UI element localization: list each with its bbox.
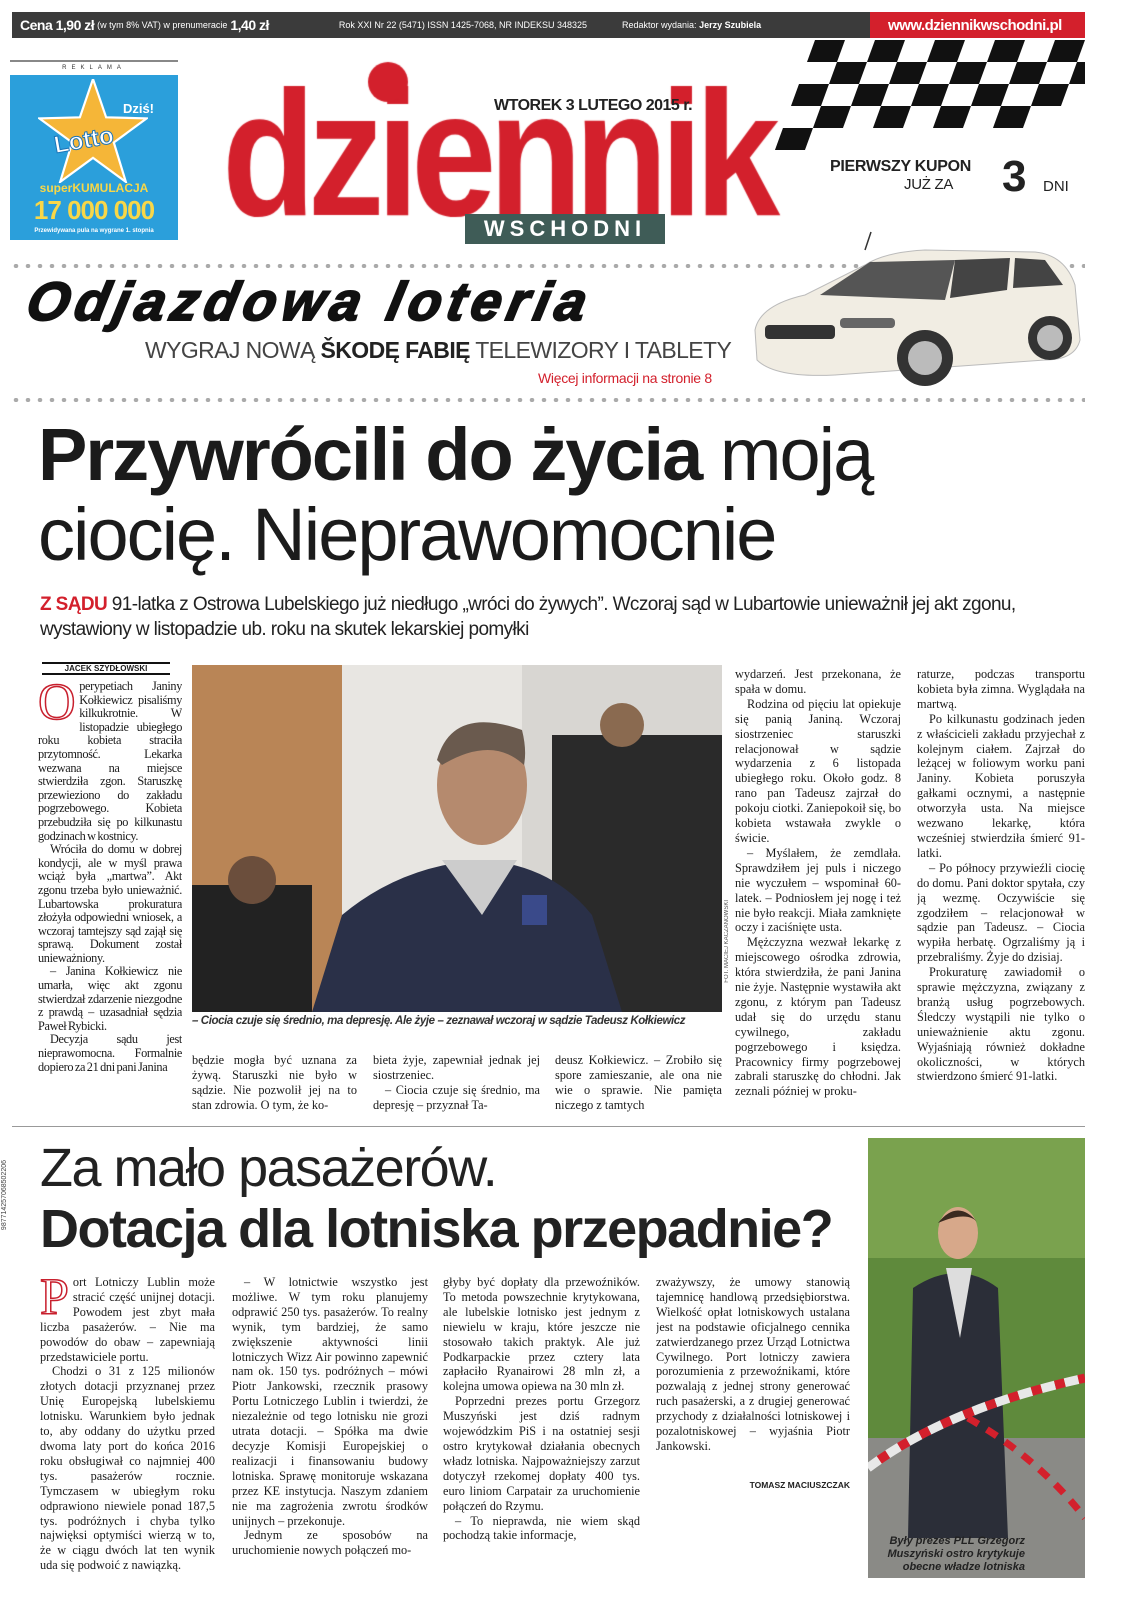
paragraph: ort Lotniczy Lublin może stracić część unijnej dotacji. Powodem jest zbyt mała liczba pasażerów. – Nie ma powodów do obaw – zapewniają przedstawiciele portu. <box>40 1275 215 1364</box>
editor-label: Redaktor wydania: <box>622 20 697 30</box>
article2-headline-line2: Dotacja dla lotniska przepadnie? <box>40 1199 833 1259</box>
paragraph: Po kilkunastu godzinach jeden z właścicieli zakładu przyjechał z kolejnym ciałem. Zajrzał do leżącej w foliowym worku pani Janiny. Kobieta poruszyła gałkami ocznymi, a następnie otworzyła usta. Na miejsce wezwano lekarkę, która wcześniej stwierdziła śmierć 91-latki. <box>917 711 1085 860</box>
article2-column-3 <box>443 1275 640 1622</box>
paragraph: – Po północy przywieźli ciocię do domu. Pani doktor spytała, czy ją wezmę. Oczywiście się zgodziłem – relacjonował w sądzie pan Tadeusz. – Ciocia wypiła herbatę. Ogrzaliśmy ją i przebraliśmy. Żyje do dzisiaj. <box>917 860 1085 965</box>
article1-column-1 <box>38 680 182 1123</box>
lotto-today: Dziś! <box>122 101 154 116</box>
more-info-link[interactable]: Więcej informacji na stronie 8 <box>538 370 712 386</box>
checkered-flag-icon <box>775 40 1085 152</box>
lotto-ad[interactable] <box>10 60 178 245</box>
lotto-logo: Lotto <box>52 122 116 160</box>
paragraph: Poprzedni prezes portu Grzegorz Muszyński jest dziś radnym wojewódzkim PiS i na ostatniej sesji ostro krytykował działania obecnych władz lotniska. Najpoważniejszy zarzut dotyczył rzekomej dopłaty 400 tys. euro liniom Carpatair za uruchomienie połączeń do Rzymu. <box>443 1394 640 1513</box>
vat-note: (w tym 8% VAT) w prenumeracie <box>97 20 228 30</box>
paragraph: bieta żyje, zapewniał jednak jej siostrzeniec. <box>373 1053 540 1082</box>
paragraph: będzie mogła być uznana za żywą. Staruszki nie było w sądzie. Nie pozwolił jej na to stan zdrowia. O tym, że ko- <box>192 1053 357 1112</box>
side-barcode-number: 987714257068502206 <box>1 1160 8 1231</box>
ad-label: REKLAMA <box>10 60 178 72</box>
photo-caption: Były prezes PLL Grzegorz Muszyński ostro krytykuje obecne władze lotniska <box>887 1535 1025 1573</box>
paragraph: – Ciocia czuje się średnio, ma depresję – przyznał Ta- <box>373 1082 540 1112</box>
masthead-logo <box>222 40 802 220</box>
coupon-line1: PIERWSZY KUPON <box>830 158 972 175</box>
paragraph: Prokuraturę zawiadomił o sprawie mężczyzna, związany z branżą usług pogrzebowych. Śledczy wystąpili nie tylko o unieważnienie aktu zgonu. Wyjaśniają również dokładne okoliczności, w których stwierdzono śmierć 91-latki. <box>917 965 1085 1084</box>
paragraph: Wróciła do domu w dobrej kondycji, ale w myśl prawa wciąż była „martwa”. Akt zgonu trzeba było unieważnić. Lubartowska prokuratura złożyła odpowiedni wniosek, a wczoraj tamtejszy sąd zajął się sprawą. Dokument został unieważniony. <box>38 842 182 965</box>
paragraph: Decyzja sądu jest nieprawomocna. Formalnie dopiero za 21 dni pani Janina <box>38 1032 182 1074</box>
paragraph: – Janina Kołkiewicz nie umarła, więc akt zgonu stwierdzał zdarzenie niezgodne z prawdą – uzasadniał sędzia Paweł Rybicki. <box>38 964 182 1033</box>
drop-cap: O <box>38 680 76 731</box>
drop-cap: P <box>40 1275 69 1326</box>
paragraph: Rodzina od pięciu lat opiekuje się panią Janiną. Wczoraj siostrzeniec staruszki relacjonował w sądzie wydarzenia z 6 listopada ubiegłego roku. Około godz. 8 rano pan Tadeusz zajrzał do pokoju ciotki. Zaniepokoił się, bo kobieta wstawała zwykle o świcie. <box>735 696 901 845</box>
issue-info: Rok XXI Nr 22 (5471) ISSN 1425-7068, NR INDEKSU 348325 <box>338 20 588 30</box>
article1-column-4 <box>555 1053 722 1117</box>
coupon-countdown <box>830 152 1069 201</box>
headline-line2: ciocię. Nieprawomocnie <box>38 493 776 576</box>
lotto-super: superKUMULACJA <box>39 181 149 195</box>
article1-column-5 <box>735 667 901 1117</box>
lead-text: 91-latka z Ostrowa Lubelskiego już niedługo „wróci do żywych”. Wczoraj sąd w Lubartowie unieważnił jej akt zgonu, wystawiony w listopadzie ub. roku na skutek lekarskiej pomyłki <box>40 594 1016 640</box>
paragraph: Mężczyzna wezwał lekarkę z miejscowego ośrodka zdrowia, która stwierdziła, że pani Janina nie żyje. Następnie wystawiła akt zgonu, z którym pan Tadeusz udał się do urzędu stanu cywilnego, zakładu pogrzebowego i księdza. Pracownicy firmy pogrzebowej zabrali staruszkę do chłodni. Jak zeznali później w proku- <box>735 935 901 1099</box>
author-byline: JACEK SZYDŁOWSKI <box>42 662 170 675</box>
car-image <box>745 210 1085 400</box>
airport-official-photo <box>868 1138 1085 1578</box>
prize-prefix: WYGRAJ NOWĄ <box>145 337 315 363</box>
coupon-line2: JUŻ ZA <box>904 176 954 193</box>
article-lead <box>40 592 1085 642</box>
article2-headline-line1: Za mało pasażerów. <box>40 1138 497 1198</box>
headline-bold: Przywrócili do życia <box>38 413 702 496</box>
court-photo <box>192 665 722 1012</box>
paragraph: Jednym ze sposobów na uruchomienie nowych połączeń mo- <box>232 1528 428 1558</box>
paragraph: zważywszy, że umowy stanowią tajemnicę handlową przedsiębiorstwa. Wielkość opłat lotniskowych ustalana jest na podstawie oficjalnego cennika zatwierdzanego przez Urząd Lotnictwa Cywilnego. Port lotniczy zawiera porozumienia z przewoźnikami, które pozwalają z jednej strony generować ruch pasażerski, a z drugiej generować przychody z działalności lotniskowej i pozalotniskowej – wyjaśnia Piotr Jankowski. <box>656 1275 850 1453</box>
article1-column-6 <box>917 667 1085 1117</box>
section-tag: Z SĄDU <box>40 594 108 615</box>
lotto-amount: 17 000 000 <box>33 195 155 225</box>
photo-credit: FOT. MACIEJ KACZANOWSKI <box>724 900 730 983</box>
prize-car: ŠKODĘ FABIĘ <box>320 337 470 363</box>
lottery-title: Odjazdowa loteria <box>21 272 599 332</box>
website-link[interactable]: www.dziennikwschodni.pl <box>870 12 1085 38</box>
paragraph: głyby być dopłaty dla przewoźników. To metoda powszechnie krytykowana, ale lubelskie lotnisko jest jednym z niewielu w kraju, które jeszcze nie stosowało takich praktyk. Ale już Podkarpackie przez cztery lata zapłaciło Ryanairowi 28 mln zł, a kolejna umowa opiewa na 30 mln zł. <box>443 1275 640 1394</box>
paragraph: Chodzi o 31 z 125 milionów złotych dotacji przyznanej przez Unię Europejską lubelskiemu lotnisku. Warunkiem było jednak to, aby oddany do użytku przed dwoma laty port do końca 2016 roku obsługiwał co najmniej 400 tys. pasażerów rocznie. Tymczasem w ubiegłym roku odprawiono niewiele ponad 187,5 tys. podróżnych i chyba tylko najwięksi optymiści wierzą w to, że w ciągu dwóch lat ten wynik uda się podwoić z nawiązką. <box>40 1364 215 1573</box>
subscription-price: 1,40 zł <box>230 17 269 33</box>
dotted-divider <box>10 398 1085 402</box>
article2-column-2 <box>232 1275 428 1622</box>
article1-column-2 <box>192 1053 357 1117</box>
masthead-subtitle: WSCHODNI <box>465 214 665 244</box>
author-byline: TOMASZ MACIUSZCZAK <box>749 1480 850 1490</box>
photo-caption: – Ciocia czuje się średnio, ma depresję. Ale żyje – zeznawał wczoraj w sądzie Tadeusz Kołkiewicz <box>192 1015 686 1027</box>
editor-info <box>622 20 761 30</box>
paragraph: – W lotnictwie wszystko jest możliwe. W tym roku planujemy odprawić 250 tys. pasażerów. To realny wynik, tym bardziej, że samo zwiększenie aktywności linii lotniczych Wizz Air powinno zapewnić nam ok. 150 tys. podróżnych – mówi Piotr Jankowski, rzecznik prasowy Portu Lotniczego Lublin i twierdzi, że niezależnie od tego lotnisku nie grozi utrata dotacji. – Spółka ma dwie decyzje Komisji Europejskiej o realizacji i finansowaniu budowy lotniska. Sprawę monitoruje wskazana przez KE instytucja. Naszym zdaniem nie ma zagrożenia zwrotu środków unijnych – przekonuje. <box>232 1275 428 1528</box>
paragraph: deusz Kołkiewicz. – Zrobiło się spore zamieszanie, ale ona nie wie o sprawie. Nie pamięta niczego z tamtych <box>555 1053 722 1112</box>
prize-suffix: TELEWIZORY I TABLETY <box>475 337 732 363</box>
article2-column-1 <box>40 1275 215 1622</box>
top-info-bar <box>12 12 1085 38</box>
headline-regular: moją <box>701 413 873 496</box>
days-label: DNI <box>1043 178 1069 195</box>
paragraph: – Myślałem, że zemdlała. Sprawdziłem jej puls i niczego nie wyczułem – wspominał 60-latek. – Podniosłem jej nogę i też nie było reakcji. Miała zamknięte oczy i zaciśnięte usta. <box>735 845 901 935</box>
main-headline <box>38 415 872 575</box>
article2-column-4 <box>656 1275 850 1475</box>
section-divider <box>12 1126 1085 1127</box>
issue-date: WTOREK 3 LUTEGO 2015 r. <box>494 97 693 114</box>
price-label: Cena 1,90 zł <box>20 17 95 33</box>
paragraph: raturze, podczas transportu kobieta była zimna. Wyglądała na martwą. <box>917 667 1085 711</box>
days-number: 3 <box>1002 152 1027 201</box>
lotto-ad-box <box>10 75 178 240</box>
article1-column-3 <box>373 1053 540 1117</box>
lotto-note: Przewidywana pula na wygrane 1. stopnia <box>34 228 154 234</box>
paragraph: – To nieprawda, nie wiem skąd pochodzą takie informacje, <box>443 1513 640 1543</box>
editor-name: Jerzy Szubiela <box>699 20 762 30</box>
paragraph: perypetiach Janiny Kołkiewicz pisaliśmy kilkukrotnie. W listopadzie ubiegłego roku kobieta straciła przytomność. Lekarka wezwana na miejsce stwierdziła zgon. Staruszkę przewieziono do zakładu pogrzebowego. Kobieta przebudziła się po kilkunastu godzinach w kostnicy. <box>38 680 182 843</box>
lottery-prizes <box>145 337 731 364</box>
paragraph: wydarzeń. Jest przekonana, że spała w domu. <box>735 667 901 696</box>
